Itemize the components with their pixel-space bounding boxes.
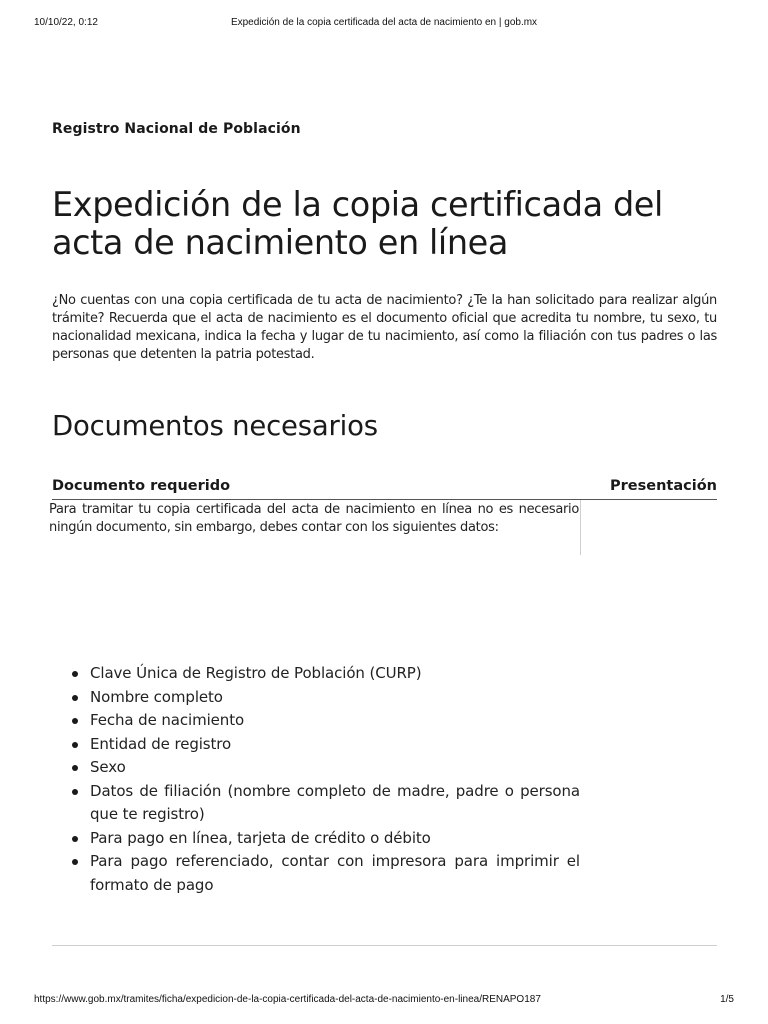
bullet-icon	[72, 671, 78, 677]
bullet-icon	[72, 789, 78, 795]
section-title-documents: Documentos necesarios	[52, 410, 378, 442]
list-item	[52, 662, 580, 686]
print-footer	[0, 994, 768, 1008]
bullet-icon	[72, 836, 78, 842]
print-url: https://www.gob.mx/tramites/ficha/expedicion-de-la-copia-certificada-del-acta-de-nacimiento-en-linea/RENAPO187	[34, 994, 541, 1005]
bullet-icon	[72, 859, 78, 865]
column-header-required-document: Documento requerido	[52, 478, 231, 494]
list-item	[52, 709, 580, 733]
page-number: 1/5	[720, 994, 734, 1005]
requirement-text: Para tramitar tu copia certificada del acta de nacimiento en línea no es necesario ningún documento, sin embargo, debes contar con los siguientes datos:	[49, 502, 579, 535]
print-date: 10/10/22, 0:12	[34, 17, 98, 28]
intro-paragraph: ¿No cuentas con una copia certificada de tu acta de nacimiento? ¿Te la han solicitado para realizar algún trámite? Recuerda que el acta de nacimiento es el documento oficial que acredita tu nombre, tu sexo, tu nacionalidad mexicana, indica la fecha y lugar de tu nacimiento, así como la filiación con tus padres o las personas que detenten la patria potestad.	[52, 293, 717, 362]
list-item	[52, 827, 580, 851]
page-title: Expedición de la copia certificada del acta de nacimiento en línea	[52, 185, 663, 262]
list-item-text: Entidad de registro	[90, 734, 232, 753]
list-item-text: Datos de filiación (nombre completo de madre, padre o persona que te registro)	[90, 781, 580, 823]
bullet-icon	[72, 765, 78, 771]
column-header-presentation: Presentación	[610, 478, 717, 494]
bullet-icon	[72, 718, 78, 724]
list-item-text: Fecha de nacimiento	[90, 711, 245, 729]
list-item-text: Para pago en línea, tarjeta de crédito o débito	[90, 828, 431, 847]
list-item-text: Sexo	[90, 758, 126, 776]
section-divider	[52, 945, 717, 946]
print-header	[0, 17, 768, 31]
requirements-list	[52, 662, 580, 897]
list-item	[52, 686, 580, 710]
bullet-icon	[72, 695, 78, 701]
list-item	[52, 756, 580, 780]
breadcrumb: Registro Nacional de Población	[52, 121, 301, 137]
documents-table-header	[52, 478, 717, 500]
list-item-text: Para pago referenciado, contar con impresora para imprimir el formato de pago	[90, 852, 580, 894]
column-divider	[580, 500, 581, 555]
bullet-icon	[72, 742, 78, 748]
list-item	[52, 733, 580, 757]
list-item	[52, 850, 580, 897]
list-item-text: Clave Única de Registro de Población (CURP)	[90, 664, 422, 682]
list-item	[52, 780, 580, 827]
list-item-text: Nombre completo	[90, 687, 223, 706]
print-page-title: Expedición de la copia certificada del acta de nacimiento en | gob.mx	[230, 17, 538, 28]
